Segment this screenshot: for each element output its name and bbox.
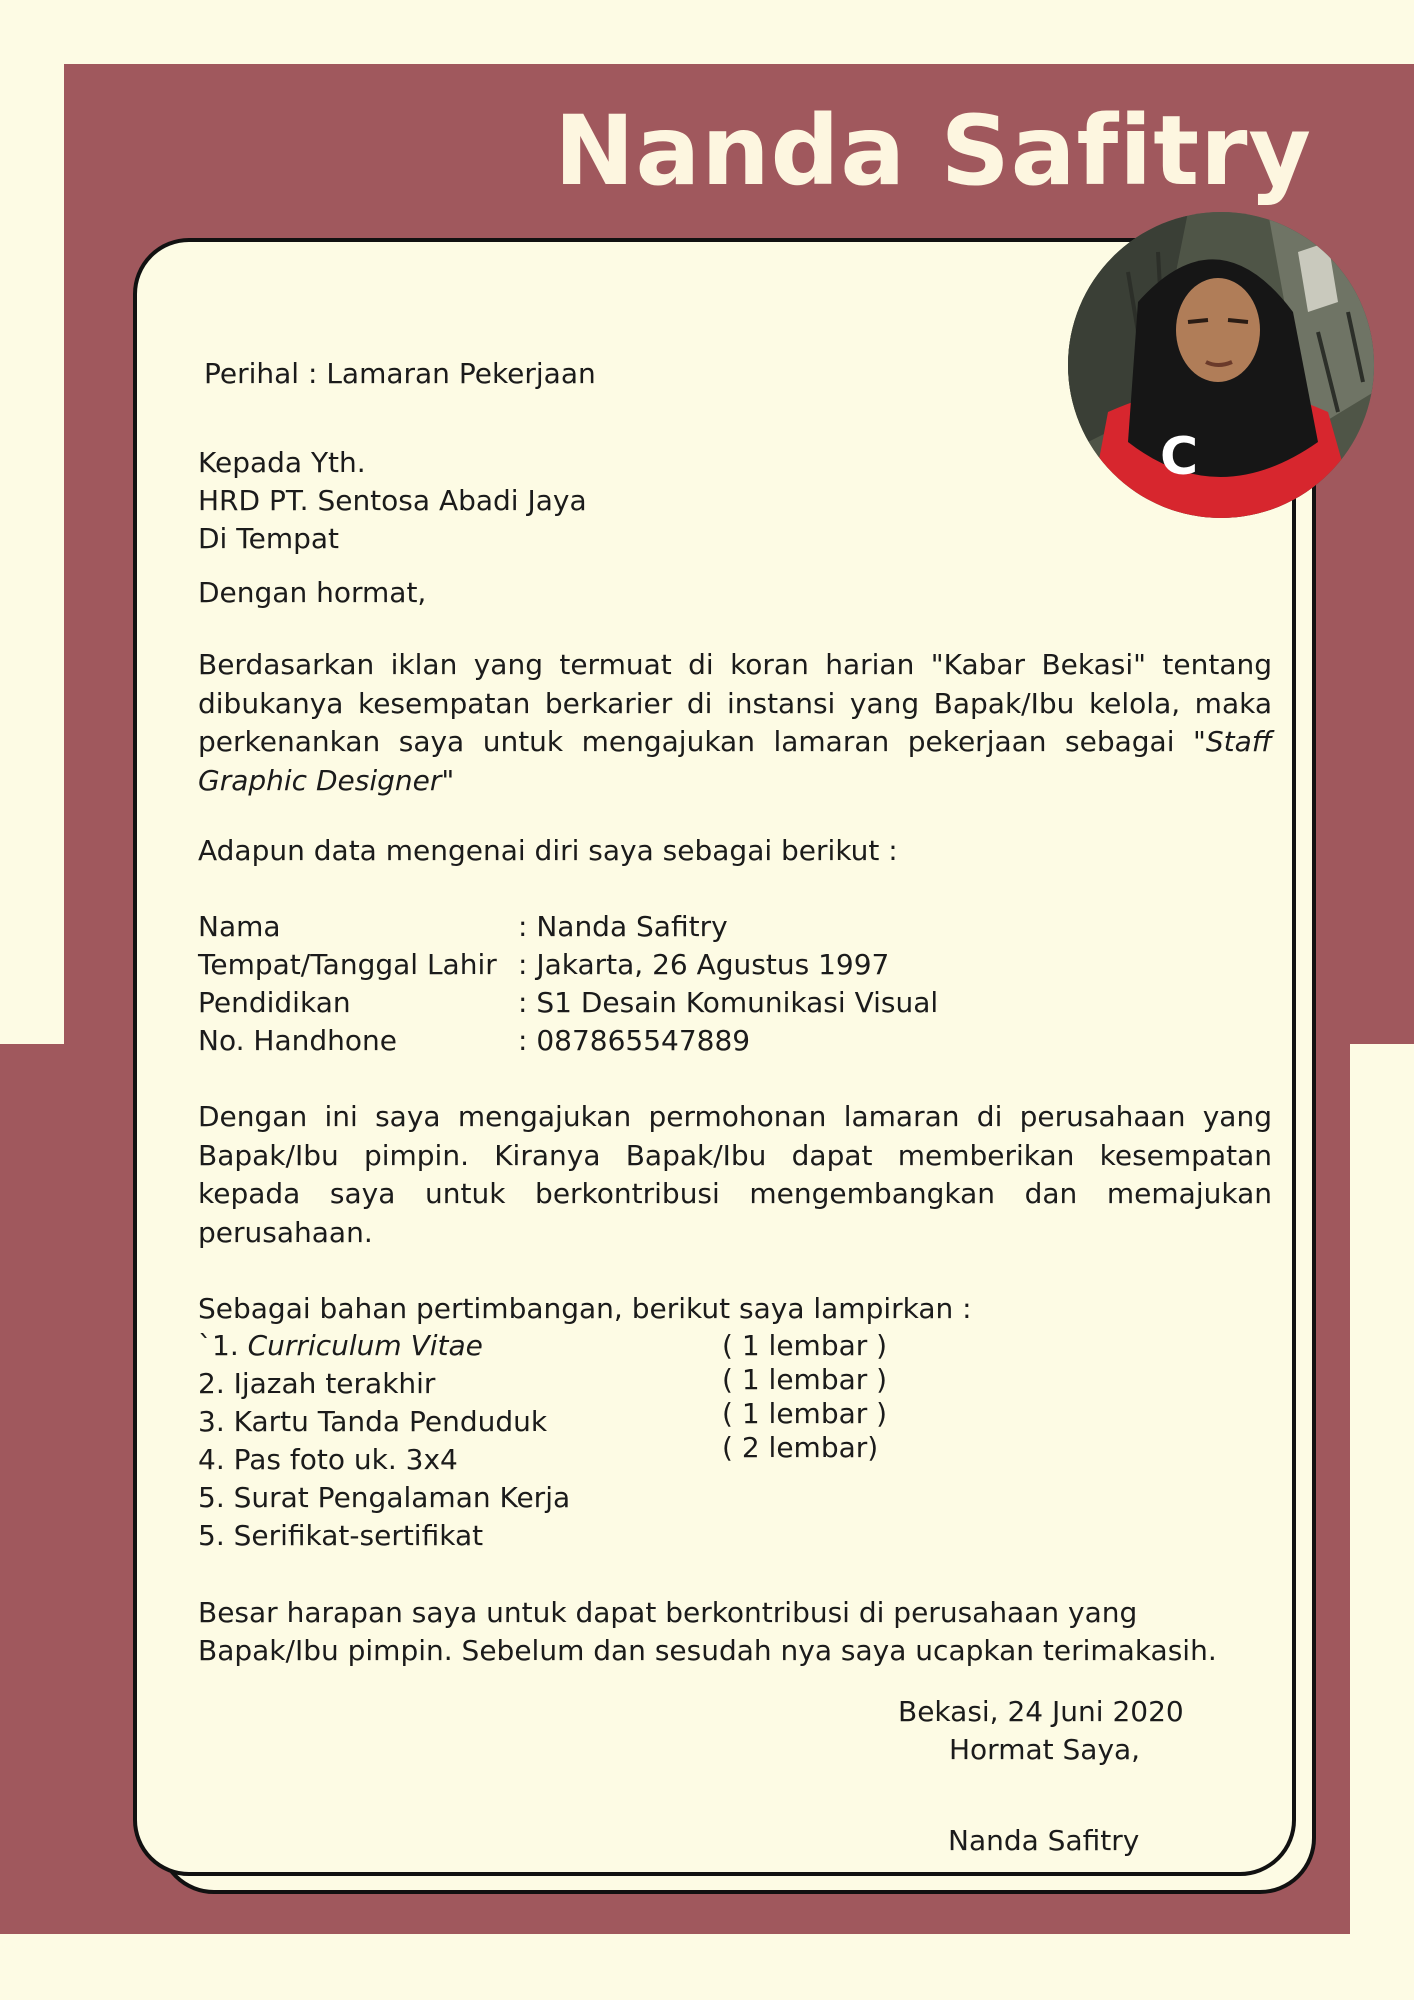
attachment-item bbox=[198, 1327, 483, 1365]
attachments-intro: Sebagai bahan pertimbangan, berikut saya lampirkan : bbox=[198, 1292, 972, 1325]
svg-text:C: C bbox=[1160, 427, 1199, 487]
data-intro: Adapun data mengenai diri saya sebagai berikut : bbox=[198, 834, 898, 867]
data-label-name: Nama bbox=[198, 910, 281, 943]
intro-paragraph bbox=[198, 646, 1272, 800]
data-value-birth: : Jakarta, 26 Agustus 1997 bbox=[518, 948, 890, 981]
job-position: Staff Graphic Designer bbox=[198, 725, 1272, 797]
signature-name: Nanda Safitry bbox=[948, 1824, 1140, 1857]
profile-photo bbox=[1068, 212, 1374, 518]
attachment-quantity: ( 1 lembar ) bbox=[722, 1329, 888, 1362]
attachment-quantity: ( 1 lembar ) bbox=[722, 1397, 888, 1430]
attachment-label: Curriculum Vitae bbox=[247, 1329, 483, 1362]
subject-line: Perihal : Lamaran Pekerjaan bbox=[204, 357, 596, 390]
attachment-item: 5. Surat Pengalaman Kerja bbox=[198, 1481, 571, 1514]
data-value-education: : S1 Desain Komunikasi Visual bbox=[518, 986, 939, 1019]
attachment-item: 3. Kartu Tanda Penduduk bbox=[198, 1405, 548, 1438]
greeting: Dengan hormat, bbox=[198, 576, 427, 609]
attachment-item: 4. Pas foto uk. 3x4 bbox=[198, 1443, 458, 1476]
intro-close: " bbox=[441, 763, 455, 797]
data-label-education: Pendidikan bbox=[198, 986, 351, 1019]
profile-photo-icon bbox=[1068, 212, 1374, 518]
closing-line-1: Besar harapan saya untuk dapat berkontribusi di perusahaan yang bbox=[198, 1596, 1138, 1629]
page-title: Nanda Safitry bbox=[554, 95, 1312, 207]
intro-text: Berdasarkan iklan yang termuat di koran harian "Kabar Bekasi" tentang dibukanya kesempatan berkarier di instansi yang Bapak/Ibu kelola, maka perkenankan saya untuk mengajukan lamaran pekerjaan sebagai " bbox=[198, 648, 1272, 758]
application-paragraph: Dengan ini saya mengajukan permohonan lamaran di perusahaan yang Bapak/Ibu pimpin. Kiranya Bapak/Ibu dapat memberikan kesempatan kepada saya untuk berkontribusi mengembangkan dan memajukan perusahaan. bbox=[198, 1100, 1272, 1249]
data-label-birth: Tempat/Tanggal Lahir bbox=[198, 948, 497, 981]
closing-line-2: Bapak/Ibu pimpin. Sebelum dan sesudah nya saya ucapkan terimakasih. bbox=[198, 1634, 1217, 1667]
data-label-phone: No. Handhone bbox=[198, 1024, 397, 1057]
attachment-quantity: ( 1 lembar ) bbox=[722, 1363, 888, 1396]
recipient-line-3: Di Tempat bbox=[198, 522, 339, 555]
data-value-name: : Nanda Safitry bbox=[518, 910, 728, 943]
recipient-line-2: HRD PT. Sentosa Abadi Jaya bbox=[198, 484, 587, 517]
attachment-item: 5. Serifikat-sertifikat bbox=[198, 1519, 484, 1552]
attachment-quantity: ( 2 lembar) bbox=[722, 1431, 879, 1464]
regards: Hormat Saya, bbox=[949, 1733, 1141, 1766]
attachment-item: 2. Ijazah terakhir bbox=[198, 1367, 436, 1400]
place-date: Bekasi, 24 Juni 2020 bbox=[898, 1695, 1184, 1728]
recipient-line-1: Kepada Yth. bbox=[198, 446, 366, 479]
data-value-phone: : 087865547889 bbox=[518, 1024, 751, 1057]
attachment-prefix: `1. bbox=[198, 1329, 248, 1362]
